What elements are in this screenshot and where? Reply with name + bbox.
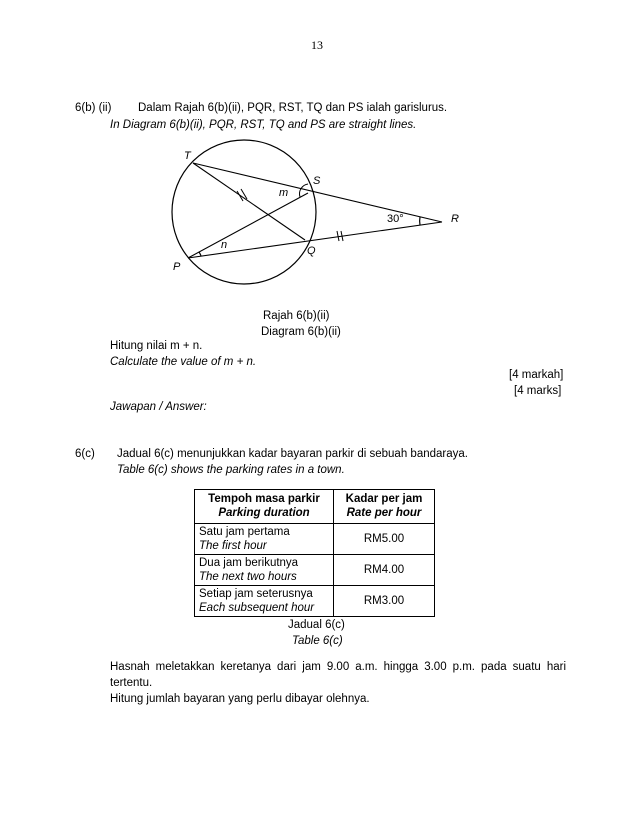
table-header-rate <box>334 490 435 524</box>
table-cell-duration <box>195 524 334 555</box>
q6c-text-line2: tertentu. <box>110 677 153 689</box>
q6b-task-en: Calculate the value of m + n. <box>110 356 257 368</box>
table-header-duration <box>195 490 334 524</box>
q6b-number: 6(b) (ii) <box>75 102 112 114</box>
diagram-circle <box>172 140 316 284</box>
q6c-text-line1: Hasnah meletakkan keretanya dari jam 9.00 a.m. hingga 3.00 p.m. pada suatu hari <box>110 661 566 673</box>
header-rate-ms: Kadar per jam <box>345 493 423 505</box>
circle-diagram <box>0 0 638 300</box>
table-header-row <box>195 490 435 524</box>
header-duration-en: Parking duration <box>218 507 310 519</box>
q6c-statement-en: Table 6(c) shows the parking rates in a town. <box>117 464 345 476</box>
header-rate-en: Rate per hour <box>346 507 422 519</box>
q6b-statement-ms: Dalam Rajah 6(b)(ii), PQR, RST, TQ dan PS ialah garislurus. <box>138 102 448 114</box>
line-TQ <box>193 163 305 240</box>
q6b-task-ms: Hitung nilai m + n. <box>110 340 203 352</box>
table-cell-rate: RM3.00 <box>334 586 435 617</box>
table-row <box>195 586 435 617</box>
duration-ms: Satu jam pertama <box>199 526 290 538</box>
line-RT <box>193 163 442 222</box>
angle-label-m: m <box>279 187 289 199</box>
duration-ms: Setiap jam seterusnya <box>199 588 313 600</box>
duration-ms: Dua jam berikutnya <box>199 557 299 569</box>
q6b-diagram-caption-en: Diagram 6(b)(ii) <box>261 326 341 338</box>
table-row <box>195 524 435 555</box>
q6b-diagram-caption-ms: Rajah 6(b)(ii) <box>263 310 330 322</box>
duration-en: The next two hours <box>199 571 297 583</box>
q6c-table-caption-en: Table 6(c) <box>292 635 343 647</box>
q6c-table-caption-ms: Jadual 6(c) <box>288 619 345 631</box>
point-label-R: R <box>451 213 459 225</box>
point-label-Q: Q <box>307 245 316 257</box>
table-cell-duration <box>195 586 334 617</box>
q6b-statement-en: In Diagram 6(b)(ii), PQR, RST, TQ and PS are straight lines. <box>110 119 417 131</box>
angle-label-n: n <box>221 239 228 251</box>
page-number: 13 <box>311 38 323 52</box>
q6b-marks-ms: [4 markah] <box>509 369 564 381</box>
duration-en: Each subsequent hour <box>199 602 315 614</box>
table-row <box>195 555 435 586</box>
q6c-text-line3: Hitung jumlah bayaran yang perlu dibayar olehnya. <box>110 693 370 705</box>
tick-mark-QR-1 <box>337 231 339 241</box>
point-label-T: T <box>184 150 191 162</box>
table-cell-duration <box>195 555 334 586</box>
table-cell-rate: RM5.00 <box>334 524 435 555</box>
q6b-marks-en: [4 marks] <box>514 385 562 397</box>
header-duration-ms: Tempoh masa parkir <box>208 493 320 505</box>
angle-arc-n <box>199 252 201 256</box>
q6c-number: 6(c) <box>75 448 95 460</box>
tick-mark-TQ-1 <box>237 191 243 201</box>
parking-rates-table <box>194 489 435 617</box>
duration-en: The first hour <box>199 540 267 552</box>
q6c-statement-ms: Jadual 6(c) menunjukkan kadar bayaran parkir di sebuah bandaraya. <box>117 448 468 460</box>
table-cell-rate: RM4.00 <box>334 555 435 586</box>
point-label-P: P <box>173 261 181 273</box>
q6b-answer-label: Jawapan / Answer: <box>110 401 207 413</box>
point-label-S: S <box>313 175 321 187</box>
angle-label-r: 30° <box>387 213 404 225</box>
line-PS <box>188 193 308 258</box>
